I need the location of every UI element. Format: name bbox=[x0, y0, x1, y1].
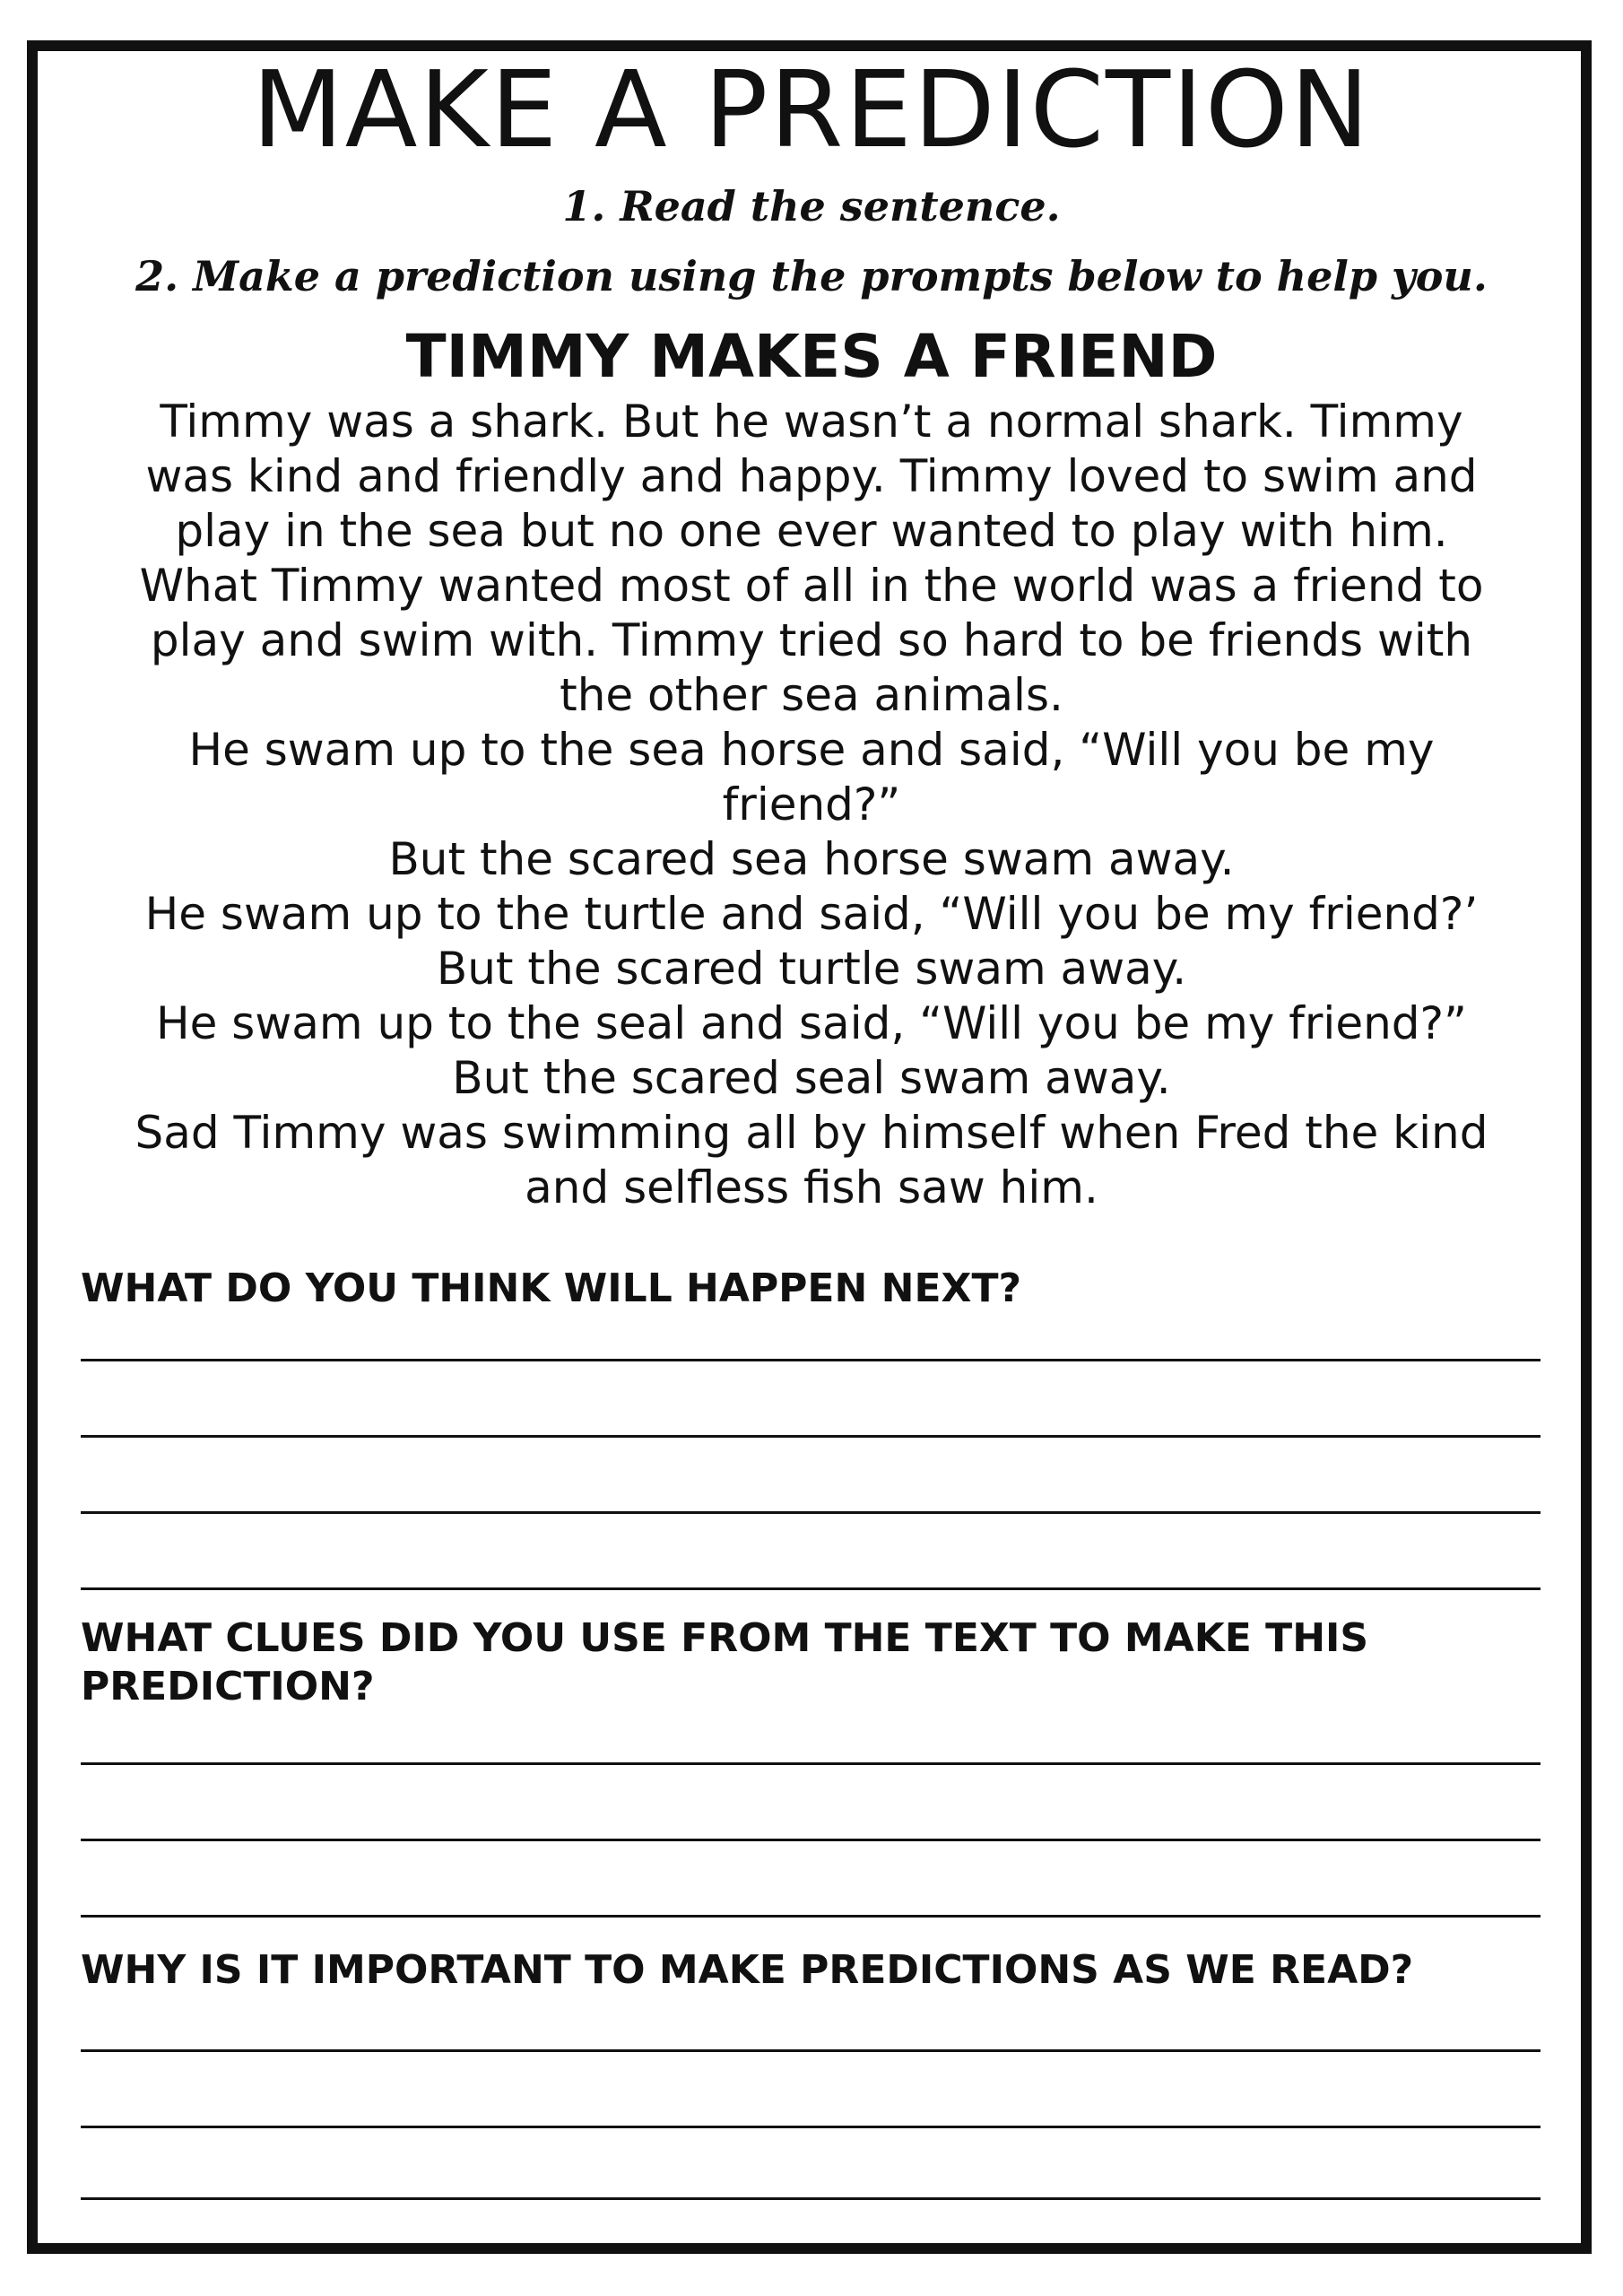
story-line: But the scared seal swam away. bbox=[452, 1052, 1171, 1104]
question-1-label: WHAT DO YOU THINK WILL HAPPEN NEXT? bbox=[81, 1265, 1021, 1311]
story-line: was kind and friendly and happy. Timmy loved to swim and bbox=[145, 450, 1478, 502]
story-line: What Timmy wanted most of all in the world was a friend to bbox=[139, 560, 1484, 612]
answer-line-q2[interactable] bbox=[81, 1915, 1541, 1918]
answer-line-q3[interactable] bbox=[81, 2126, 1541, 2128]
answer-line-q1[interactable] bbox=[81, 1587, 1541, 1590]
page-title: MAKE A PREDICTION bbox=[252, 48, 1371, 171]
story-text bbox=[81, 395, 1542, 1215]
question-3-label: WHY IS IT IMPORTANT TO MAKE PREDICTIONS AS WE READ? bbox=[81, 1947, 1414, 1993]
story-line: He swam up to the turtle and said, “Will you be my friend?’ bbox=[144, 888, 1479, 940]
story-line: Timmy was a shark. But he wasn’t a normal shark. Timmy bbox=[160, 396, 1463, 448]
story-line: He swam up to the seal and said, “Will you be my friend?” bbox=[156, 997, 1467, 1049]
answer-line-q3[interactable] bbox=[81, 2197, 1541, 2200]
story-line: Sad Timmy was swimming all by himself when Fred the kind bbox=[135, 1107, 1488, 1159]
answer-line-q3[interactable] bbox=[81, 2049, 1541, 2052]
story-line: the other sea animals. bbox=[560, 669, 1063, 721]
answer-line-q1[interactable] bbox=[81, 1511, 1541, 1514]
story-line: But the scared sea horse swam away. bbox=[388, 833, 1235, 885]
story-title: TIMMY MAKES A FRIEND bbox=[405, 322, 1218, 391]
answer-line-q2[interactable] bbox=[81, 1762, 1541, 1765]
story-line: play and swim with. Timmy tried so hard to be friends with bbox=[150, 614, 1473, 666]
answer-line-q1[interactable] bbox=[81, 1359, 1541, 1361]
instruction-1: 1. Read the sentence. bbox=[562, 182, 1061, 230]
story-line: But the scared turtle swam away. bbox=[436, 943, 1187, 995]
story-line: play in the sea but no one ever wanted to play with him. bbox=[175, 505, 1448, 557]
instruction-2: 2. Make a prediction using the prompts below to help you. bbox=[135, 252, 1488, 300]
story-line: friend?” bbox=[722, 778, 901, 831]
answer-line-q2[interactable] bbox=[81, 1839, 1541, 1841]
story-line: and selfless fish saw him. bbox=[525, 1161, 1098, 1213]
answer-line-q1[interactable] bbox=[81, 1435, 1541, 1438]
story-line: He swam up to the sea horse and said, “Will you be my bbox=[188, 724, 1435, 776]
question-2-label: WHAT CLUES DID YOU USE FROM THE TEXT TO MAKE THIS PREDICTION? bbox=[81, 1615, 1369, 1709]
